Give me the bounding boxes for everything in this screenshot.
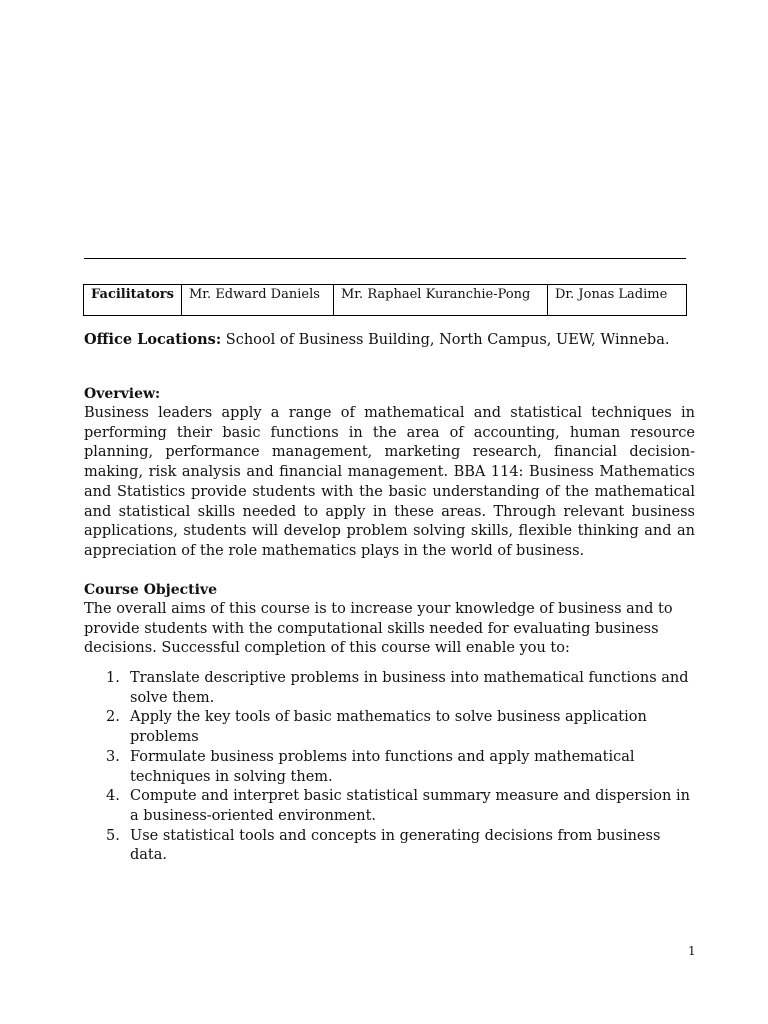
course-objective-line: provide students with the computational skills needed for evaluating business (84, 620, 659, 637)
overview-line: applications, students will develop problem solving skills, flexible thinking and an (84, 523, 695, 540)
overview-line: and Statistics provide students with the basic understanding of the mathematical (84, 483, 695, 500)
list-item-text: Compute and interpret basic statistical summary measure and dispersion in (130, 788, 690, 805)
table-row (84, 285, 687, 316)
overview-line: performing their basic functions in the area of accounting, human resource (84, 424, 695, 441)
overview-line: Business leaders apply a range of mathematical and statistical techniques in (84, 405, 695, 421)
course-objective-heading: Course Objective (84, 582, 218, 598)
office-locations (84, 330, 669, 350)
list-item-text: Formulate business problems into functions and apply mathematical (130, 748, 635, 765)
list-item-number: 4. (106, 788, 120, 805)
office-locations-label: Office Locations: (84, 331, 222, 348)
page-number: 1 (688, 944, 696, 958)
office-locations-value: School of Business Building, North Campus, UEW, Winneba. (221, 332, 670, 348)
list-item (84, 708, 695, 747)
list-item-text: data. (130, 847, 168, 864)
facilitator-name: Mr. Raphael Kuranchie-Pong (333, 285, 547, 316)
facilitator-name: Mr. Edward Daniels (181, 285, 333, 316)
list-item (84, 669, 695, 708)
list-item (84, 748, 695, 787)
list-item-text: problems (130, 729, 199, 746)
list-item-text: solve them. (130, 689, 215, 706)
overview-heading: Overview: (84, 386, 161, 402)
list-item-text: techniques in solving them. (130, 768, 333, 785)
list-item-text: Translate descriptive problems in business into mathematical functions and (130, 670, 689, 686)
list-item-number: 5. (106, 827, 120, 844)
overview-line: appreciation of the role mathematics plays in the world of business. (84, 542, 585, 559)
list-item (84, 787, 695, 826)
list-item (84, 827, 695, 866)
facilitators-label: Facilitators (84, 285, 182, 316)
list-item-number: 1. (106, 670, 120, 686)
header-rule (84, 258, 686, 259)
list-item-number: 3. (106, 748, 120, 765)
list-item-text: Use statistical tools and concepts in generating decisions from business (130, 827, 661, 844)
objectives-list (84, 669, 695, 866)
overview-line: and statistical skills needed to apply in these areas. Through relevant business (84, 503, 695, 520)
list-item-number: 2. (106, 709, 120, 726)
list-item-text: Apply the key tools of basic mathematics to solve business application (130, 709, 647, 726)
overview-paragraph (84, 404, 695, 562)
course-objective-line: The overall aims of this course is to increase your knowledge of business and to (84, 601, 673, 617)
facilitator-name: Dr. Jonas Ladime (547, 285, 686, 316)
overview-line: making, risk analysis and financial management. BBA 114: Business Mathematics (84, 464, 695, 481)
course-objective-paragraph (84, 600, 695, 659)
list-item-text: a business-oriented environment. (130, 807, 377, 824)
course-objective-line: decisions. Successful completion of this course will enable you to: (84, 640, 570, 657)
overview-line: planning, performance management, marketing research, financial decision- (84, 444, 695, 461)
facilitators-table (83, 284, 687, 316)
